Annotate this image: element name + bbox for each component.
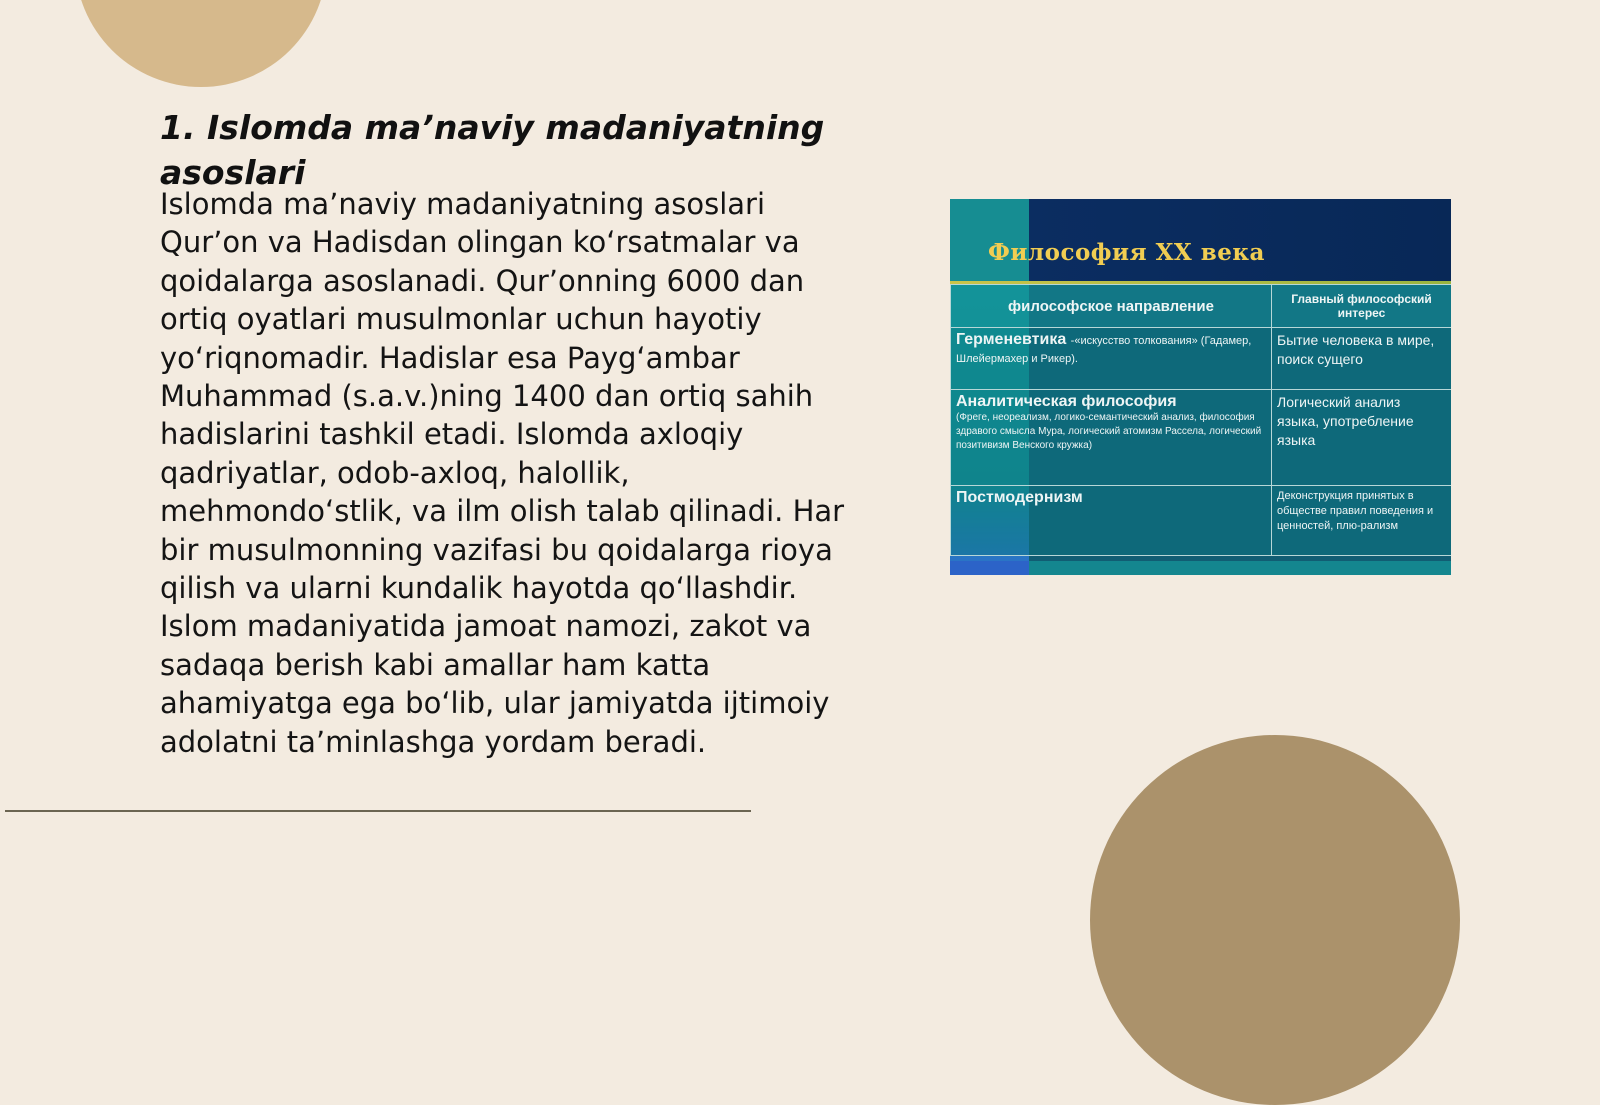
cell-interest: Деконструкция принятых в обществе правил поведения и ценностей, плю-рализм xyxy=(1272,486,1452,556)
slide-body-text: Islomda ma’naviy madaniyatning asoslari Qur’on va Hadisdan olingan ko‘rsatmalar va qoidalarga asoslanadi. Qur’onning 6000 dan ortiq oyatlari musulmonlar uchun hayotiy yo‘riqnomadir. Hadislar esa Payg‘ambar Muhammad (s.a.v.)ning 1400 dan ortiq sahih hadislarini tashkil etadi. Islomda axloqiy qadriyatlar, odob-axloq, halollik, mehmondo‘stlik, va ilm olish talab qilinadi. Har bir musulmonning vazifasi bu qoidalarga rioya qilish va ularni kundalik hayotda qo‘llashdir. Islom madaniyatida jamoat namozi, zakot va sadaqa berish kabi amallar ham katta ahamiyatga ega bo‘lib, ular jamiyatda ijtimoiy adolatni ta’minlashga yordam beradi. xyxy=(160,187,845,759)
image-footer-bar xyxy=(950,561,1451,575)
table-row xyxy=(951,328,1452,390)
embedded-image-philosophy-table xyxy=(950,199,1451,575)
direction-note: -«искусство толкования» (Гадамер, Шлейермахер и Рикер). xyxy=(956,335,1252,365)
cell-interest: Логический анализ языка, употребление языка xyxy=(1272,390,1452,486)
decorative-circle-bottom xyxy=(1090,735,1460,1105)
direction-name: Аналитическая философия xyxy=(956,393,1177,410)
philosophy-table xyxy=(950,284,1451,556)
slide-title: 1. Islomda ma’naviy madaniyatning asoslari xyxy=(160,108,825,192)
decorative-circle-top xyxy=(75,0,327,87)
direction-note: (Фреге, неореализм, логико-семантический анализ, философия здравого смысла Мура, логический атомизм Рассела, логический позитивизм Венского кружка) xyxy=(956,412,1262,451)
cell-direction xyxy=(951,328,1272,390)
direction-name: Постмодернизм xyxy=(956,489,1083,506)
table-row xyxy=(951,390,1452,486)
direction-name: Герменевтика xyxy=(956,331,1067,348)
image-title: Философия XX века xyxy=(988,239,1265,266)
table-row xyxy=(951,486,1452,556)
header-direction: философское направление xyxy=(951,285,1272,328)
header-interest: Главный философский интерес xyxy=(1272,285,1452,328)
cell-interest: Бытие человека в мире, поиск сущего xyxy=(1272,328,1452,390)
table-header-row xyxy=(951,285,1452,328)
cell-direction xyxy=(951,390,1272,486)
cell-direction xyxy=(951,486,1272,556)
divider-line xyxy=(5,810,751,812)
